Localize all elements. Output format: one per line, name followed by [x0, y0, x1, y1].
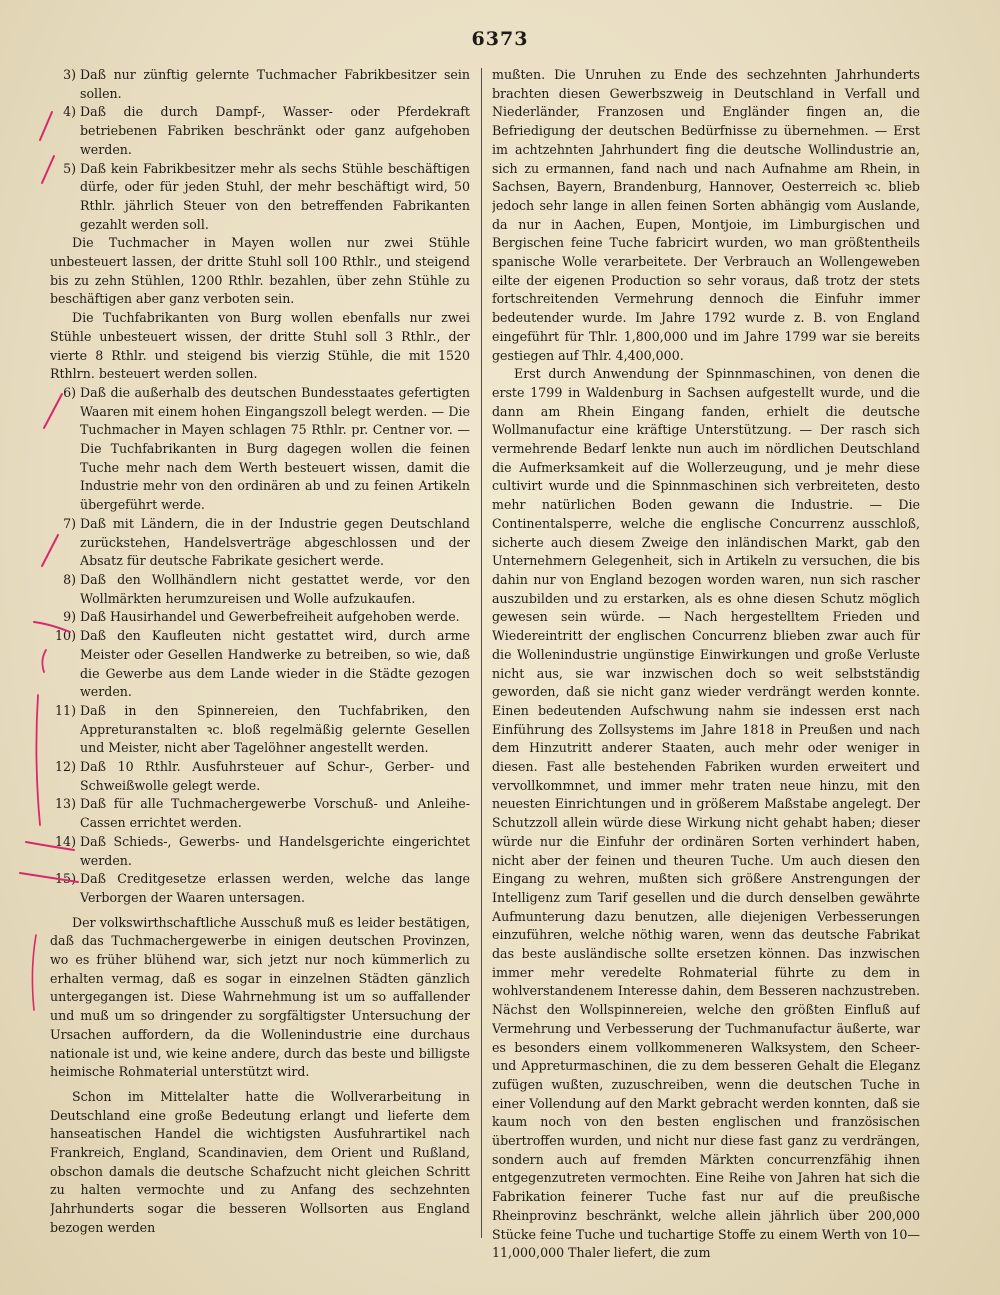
- paragraph-mayen: Die Tuchmacher in Mayen wollen nur zwei Stühle unbesteuert lassen, der dritte Stuhl soll 100 Rthlr., und steigend bis zu zehn Stühlen, 1200 Rthlr. bezahlen, über zehn Stühle zu beschäftigen aber ganz verboten sein.: [50, 235, 470, 307]
- paragraph-spinnmaschinen: Erst durch Anwendung der Spinnmaschinen, von denen die erste 1799 in Waldenburg in Sachsen aufgestellt wurde, und die dann am Rhein Eingang fanden, erhielt die deutsche Wollmanufactur eine kräftige Unterstützung. — Der rasch sich vermehrende Bedarf lenkte nun auch im nördlichen Deutschland die Aufmerksamkeit auf die Wollerzeugung, und je mehr diese cultivirt wurde und die Spinnmaschinen sich verbreiteten, desto mehr natürlichen Boden gewann die Industrie. — Die Continentalsperre, welche die englische Concurrenz ausschloß, sicherte auch diesem Zweige den inländischen Markt, gab den Unternehmern Gelegenheit, sich in Artikeln zu versuchen, die bis dahin nur von England bezogen worden waren, nun sich rascher auszubilden und zu erstarken, als es ohne diesen Schutz möglich gewesen sein würde. — Nach hergestelltem Frieden und Wiedereintritt der englischen Concurrenz blieben zwar auch für die Wollenindustrie ungünstige Einwirkungen und große Verluste nicht aus, sie war inzwischen doch so weit selbstständig geworden, daß sie nicht ganz wieder verdrängt werden konnte. Einen bedeutenden Aufschwung nahm sie indessen erst nach Einführung des Zollsystems im Jahre 1818 in Preußen und nach dem Hinzutritt anderer Staaten, auch mehr oder weniger in diesen. Fast alle bestehenden Fabriken wurden erweitert und vervollkommnet, und immer mehr traten neue hinzu, mit den neuesten Einrichtungen und in größerem Maßstabe angelegt. Der Schutzzoll allein würde diese Wirkung nicht gehabt haben; dieser würde nur die Einfuhr der ordinären Sorten verhindert haben, nicht aber der feinen und theuren Tuche. Um auch diesen den Eingang zu wehren, mußten sich größere Anstrengungen der Intelligenz zum Tarif gesellen und die durch denselben gewährte Aufmunterung dazu benutzen, alle diejenigen Verbesserungen einzuführen, welche nöthig waren, wenn das deutsche Fabrikat das beste ausländische sollte ersetzen können. Das inzwischen immer mehr veredelte Rohmaterial führte zu dem in wohlverstandenem Interesse dahin, dem Besseren nachzustreben. Nächst den Wollspinnereien, welche den größten Einfluß auf Vermehrung und Verbesserung der Tuchmanufactur äußerte, war es besonders einem vollkommeneren Walksystem, den Scheer- und Appreturmaschinen, die zu dem besseren Gehalt die Eleganz zufügen wußten, zuzuschreiben, wenn die deutschen Tuche in einer Vollendung auf den Markt gebracht werden konnten, daß sie kaum noch von den besten englischen und französischen übertroffen wurden, und nicht nur diese fast ganz zu verdrängen, sondern auch auf fremden Märkten concurrenzfähig ihnen entgegenzutreten vermochten. Eine Reihe von Jahren hat sich die Fabrikation feinerer Tuche fast nur auf die preußische Rheinprovinz beschränkt, welche allein jährlich über 200,000 Stücke feine Tuche und tuchartige Stoffe zu einem Werth von 10—11,000,000 Thaler liefert, die zum: [492, 366, 920, 1261]
- item-number: 12): [55, 759, 76, 775]
- list-item: [50, 160, 470, 235]
- item-text: Daß Hausirhandel und Gewerbefreiheit aufgehoben werde.: [80, 609, 460, 625]
- item-number: 6): [63, 384, 76, 400]
- item-text: Daß die durch Dampf-, Wasser- oder Pferdekraft betriebenen Fabriken beschränkt oder ganz aufgehoben werden.: [80, 104, 470, 157]
- item-number: 14): [55, 833, 76, 849]
- list-item: [50, 571, 470, 608]
- item-number: 10): [55, 628, 76, 644]
- item-number: 5): [63, 160, 76, 176]
- list-item: [50, 608, 470, 627]
- column-divider: [481, 68, 482, 1238]
- item-text: Daß den Wollhändlern nicht gestattet werde, vor den Wollmärkten herumzureisen und Wolle aufzukaufen.: [80, 571, 470, 606]
- item-number: 11): [55, 702, 76, 718]
- list-item: [50, 384, 470, 515]
- paragraph-burg: Die Tuchfabrikanten von Burg wollen ebenfalls nur zwei Stühle unbesteuert wissen, der dritte Stuhl soll 3 Rthlr., der vierte 8 Rthlr. und steigend bis vierzig Stühle, die mit 1520 Rthlrn. besteuert werden sollen.: [50, 310, 470, 382]
- item-text: Daß Creditgesetze erlassen werden, welche das lange Verborgen der Waaren untersagen.: [80, 871, 470, 905]
- left-column: [50, 66, 470, 1266]
- red-mark-vertical: [36, 695, 40, 825]
- item-number: 3): [63, 67, 76, 82]
- list-item: [50, 66, 470, 103]
- list-item: [50, 702, 470, 758]
- red-mark-item-10-bracket: [42, 650, 46, 672]
- item-text: Daß in den Spinnereien, den Tuchfabriken, den Appreturanstalten ꝛc. bloß regelmäßig gelernte Gesellen und Meister, nicht aber Tagelöhner angestellt werden.: [80, 702, 470, 756]
- right-column: [492, 66, 920, 1266]
- item-number: 9): [63, 609, 76, 625]
- page-number: 6373: [471, 28, 529, 50]
- list-item: [50, 515, 470, 571]
- list-item: [50, 833, 470, 870]
- item-number: 15): [55, 871, 76, 887]
- list-item: [50, 758, 470, 795]
- paragraph-mittelalter: Schon im Mittelalter hatte die Wollverarbeitung in Deutschland eine große Bedeutung erlangt und lieferte dem hanseatischen Handel die wichtigsten Ausfuhrartikel nach Frankreich, England, Scandinavien, dem Orient und Rußland, obschon damals die deutsche Schafzucht nicht gleichen Schritt zu halten vermochte und zu Anfang des sechzehnten Jahrhunderts sogar die besseren Wollsorten aus England bezogen werden: [50, 1088, 470, 1235]
- item-text: Daß mit Ländern, die in der Industrie gegen Deutschland zurückstehen, Handelsverträge abgeschlossen und der Absatz für deutsche Fabrikate gesichert werde.: [80, 515, 470, 569]
- item-text: Daß die außerhalb des deutschen Bundesstaates gefertigten Waaren mit einem hohen Eingangszoll belegt werden. — Die Tuchmacher in Mayen schlagen 75 Rthlr. pr. Centner vor. — Die Tuchfabrikanten in Burg dagegen wollen die feinen Tuche mehr nach dem Werth besteuert wissen, damit die Industrie mehr von den ordinären ab und zu feinen Artikeln übergeführt werde.: [80, 384, 470, 513]
- item-text: Daß kein Fabrikbesitzer mehr als sechs Stühle beschäftigen dürfe, oder für jeden Stuhl, der mehr beschäftigt wird, 50 Rthlr. jährlich Steuer von den betreffenden Fabrikanten gezahlt werden soll.: [80, 160, 470, 232]
- item-number: 8): [63, 571, 76, 587]
- item-text: Daß nur zünftig gelernte Tuchmacher Fabrikbesitzer sein sollen.: [80, 67, 470, 101]
- red-mark-paragraph: [32, 935, 36, 1010]
- paragraph-ausschuss: Der volkswirthschaftliche Ausschuß muß es leider bestätigen, daß das Tuchmachergewerbe in einigen deutschen Provinzen, wo es früher blühend war, sich jetzt nur noch kümmerlich zu erhalten vermag, daß es sogar in einzelnen Städten gänzlich untergegangen ist. Diese Wahrnehmung ist um so auffallender und muß um so dringender zu sorgfältigster Untersuchung der Ursachen auffordern, da die Wollenindustrie eine durchaus nationale ist und, wie keine andere, durch das beste und billigste heimische Rohmaterial unterstützt wird.: [50, 914, 470, 1080]
- item-number: 4): [63, 104, 76, 120]
- list-item: [50, 870, 470, 907]
- item-text: Daß Schieds-, Gewerbs- und Handelsgerichte eingerichtet werden.: [80, 833, 470, 868]
- list-item: [50, 627, 470, 702]
- paragraph-unruhen: mußten. Die Unruhen zu Ende des sechzehnten Jahrhunderts brachten diesen Gewerbszweig in Deutschland in Verfall und Niederländer, Franzosen und Engländer fingen an, die Befriedigung der deutschen Bedürfnisse zu übernehmen. — Erst im achtzehnten Jahrhundert fing die deutsche Wollindustrie an, sich zu ermannen, fand nach und nach Aufnahme am Rhein, in Sachsen, Bayern, Brandenburg, Hannover, Oesterreich ꝛc. blieb jedoch sehr lange in allen feinen Sorten abhängig vom Auslande, da nur in Aachen, Eupen, Montjoie, im Limburgischen und Bergischen feine Tuche fabricirt wurden, wo man größtentheils spanische Wolle verarbeitete. Der Verbrauch an Wollengeweben eilte der eigenen Production so sehr voraus, daß trotz der stets fortschreitenden Vermehrung dennoch die Einfuhr immer bedeutender wurde. Im Jahre 1792 wurde z. B. von England eingeführt für Thlr. 1,800,000 und im Jahre 1799 war sie bereits gestiegen auf Thlr. 4,400,000.: [492, 67, 920, 363]
- item-text: Daß für alle Tuchmachergewerbe Vorschuß- und Anleihe-Cassen errichtet werden.: [80, 796, 470, 831]
- list-item: [50, 103, 470, 159]
- item-number: 13): [55, 796, 76, 812]
- list-item: [50, 795, 470, 832]
- item-text: Daß den Kaufleuten nicht gestattet wird, durch arme Meister oder Gesellen Handwerke zu betreiben, so wie, daß die Gewerbe aus dem Lande wieder in die Städte gezogen werden.: [80, 628, 470, 700]
- item-text: Daß 10 Rthlr. Ausfuhrsteuer auf Schur-, Gerber- und Schweißwolle gelegt werde.: [80, 759, 470, 793]
- item-number: 7): [63, 515, 76, 531]
